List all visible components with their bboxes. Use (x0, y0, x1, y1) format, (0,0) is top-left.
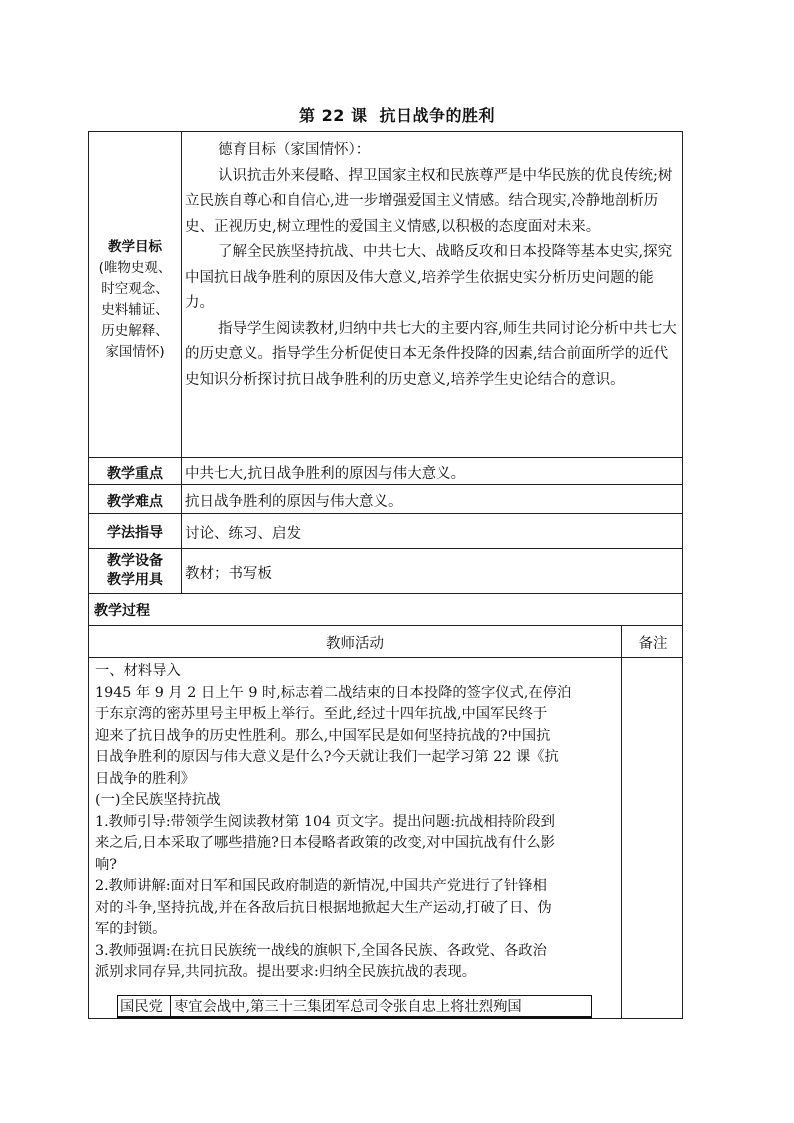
key-points-label: 教学重点 (107, 466, 163, 482)
goals-heading: 德育目标（家国情怀）： (218, 142, 371, 158)
party-resistance-table (117, 995, 592, 1019)
methods-label: 学法指导 (107, 525, 163, 541)
equipment-value: 教材；书写板 (185, 566, 272, 582)
lesson-plan-table (88, 131, 683, 1019)
methods-value: 讨论、练习、启发 (185, 526, 301, 542)
goals-content (185, 138, 681, 393)
difficulties-value: 抗日战争胜利的原因与伟大意义。 (185, 494, 403, 510)
goals-paragraph: 指导学生阅读教材,归纳中共七大的主要内容,师生共同讨论分析中共七大的历史意义。指导学生分析促使日本无条件投降的因素,结合前面所学的近代史知识分析探讨抗日战争胜利的历史意义,培养学生史论结合的意识。 (185, 320, 677, 388)
key-points-value: 中共七大,抗日战争胜利的原因与伟大意义。 (185, 466, 466, 482)
page-title: 第 22 课 抗日战争的胜利 (299, 106, 495, 125)
teacher-activity-header: 教师活动 (326, 636, 384, 652)
goals-paragraph: 了解全民族坚持抗战、中共七大、战略反攻和日本投降等基本史实,探究中国抗日战争胜利的原因及伟大意义,培养学生依据史实分析历史问题的能力。 (185, 244, 673, 311)
party-cell: 国民党 (120, 999, 163, 1015)
event-cell: 枣宜会战中,第三十三集团军总司令张自忠上将壮烈殉国 (174, 999, 522, 1015)
goals-label: 教学目标 (唯物史观、 时空观念、 史料辅证、 历史解释、 家国情怀) (98, 239, 172, 360)
difficulties-label: 教学难点 (107, 494, 163, 510)
equipment-label: 教学设备 教学用具 (107, 553, 163, 588)
teacher-activity-content: 一、材料导入 1945 年 9 月 2 日上午 9 时,标志着二战结束的日本投降的签字仪式,在停泊 于东京湾的密苏里号主甲板上举行。至此,经过十四年抗战,中国军民终于 迎来了抗日战争的历史性胜利。那么,中国军民是如何坚持抗战的?中国抗 日战争胜利的原因与伟大意义是什么?今天就让我们一起学习第 22 课《抗 日战争的胜利》 (一)全民族坚持抗战 1.教师引导:带领学生阅读教材第 104 页文字。提出问题:抗战相持阶段到 来之后,日本采取了哪些措施?日本侵略者政策的改变,对中国抗战有什么影 响? 2.教师讲解:面对日军和国民政府制造的新情况,中国共产党进行了针锋相 对的斗争,坚持抗战,并在各敌后抗日根据地掀起大生产运动,打破了日、伪 军的封锁。 3.教师强调:在抗日民族统一战线的旗帜下,全国各民族、各政党、各政治 派别求同存异,共同抗敌。提出要求:归纳全民族抗战的表现。 (95, 663, 572, 980)
notes-header: 备注 (638, 636, 668, 652)
goals-paragraph: 认识抗击外来侵略、捍卫国家主权和民族尊严是中华民族的优良传统;树立民族自尊心和自信心,进一步增强爱国主义情感。结合现实,冷静地剖析历史、正视历史,树立理性的爱国主义情感,以积极的态度面对未来。 (185, 167, 673, 235)
process-label: 教学过程 (94, 603, 150, 619)
